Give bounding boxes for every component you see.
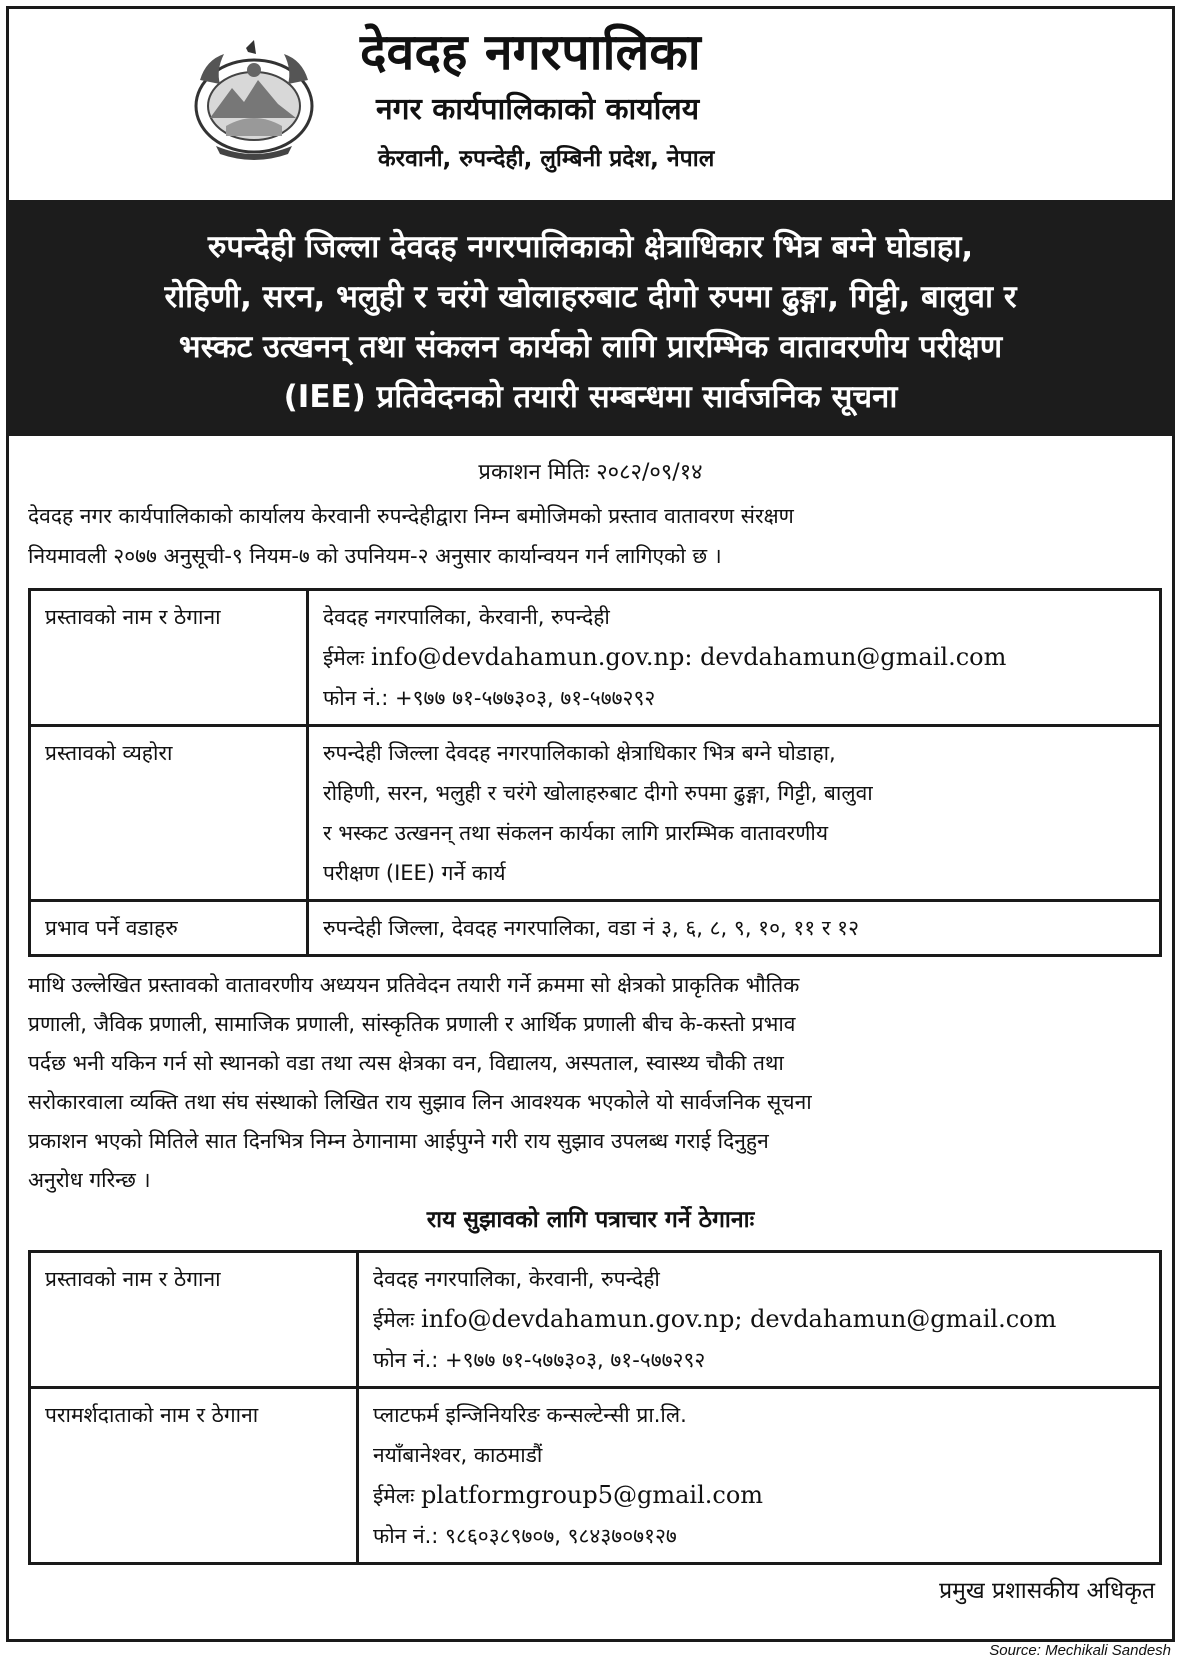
proponent-name: देवदह नगरपालिका, केरवानी, रुपन्देही xyxy=(323,605,610,629)
row-value xyxy=(308,590,1161,726)
row-label: प्रस्तावको व्यहोरा xyxy=(30,726,308,901)
para-line: पर्दछ भनी यकिन गर्न सो स्थानको वडा तथा त्यस क्षेत्रका वन, विद्यालय, अस्पताल, स्वास्थ्य चौकी तथा xyxy=(28,1051,784,1075)
table-row xyxy=(30,1252,1161,1388)
para-line: सरोकारवाला व्यक्ति तथा संघ संस्थाको लिखित राय सुझाव लिन आवश्यक भएकोले यो सार्वजनिक सूचना xyxy=(28,1090,812,1114)
email-line: ईमेलः info@devdahamun.gov.np; devdahamun@gmail.com xyxy=(373,1305,1057,1333)
banner-line: (IEE) प्रतिवेदनको तयारी सम्बन्धमा सार्वजनिक सूचना xyxy=(283,379,898,415)
row-label: प्रस्तावको नाम र ठेगाना xyxy=(30,1252,358,1388)
para-line: अनुरोध गरिन्छ । xyxy=(28,1168,151,1192)
request-paragraph xyxy=(28,966,1158,1200)
row-value xyxy=(358,1388,1161,1564)
row-value: देवदह नगरपालिका, केरवानी, रुपन्देही ईमेलः info@devdahamun.gov.np; devdahamun@gmail.com फोन नं.: +९७७ ७१-५७७३०३, ७१-५७७२९२ xyxy=(358,1252,1161,1388)
correspondence-heading: राय सुझावको लागि पत्राचार गर्ने ठेगानाः xyxy=(426,1207,755,1233)
notice-title-banner xyxy=(6,200,1175,436)
para-line: प्रणाली, जैविक प्रणाली, सामाजिक प्रणाली, सांस्कृतिक प्रणाली र आर्थिक प्रणाली बीच के-कस्तो प्रभाव xyxy=(28,1012,796,1036)
row-value: रुपन्देही जिल्ला, देवदह नगरपालिका, वडा नं ३, ६, ८, ९, १०, ११ र १२ xyxy=(308,901,1161,956)
email-line: ईमेलः platformgroup5@gmail.com xyxy=(373,1481,764,1509)
correspondence-table xyxy=(28,1250,1162,1565)
source-credit: Source: Mechikali Sandesh xyxy=(989,1642,1171,1659)
intro-line: नियमावली २०७७ अनुसूची-९ नियम-७ को उपनियम-२ अनुसार कार्यान्वयन गर्न लागिएको छ । xyxy=(28,544,722,568)
para-line: माथि उल्लेखित प्रस्तावको वातावरणीय अध्ययन प्रतिवेदन तयारी गर्ने क्रममा सो क्षेत्रको प्राकृतिक भौतिक xyxy=(28,973,800,997)
row-label: परामर्शदाताको नाम र ठेगाना xyxy=(30,1388,358,1564)
office-title: नगर कार्यपालिकाको कार्यालय xyxy=(376,92,700,127)
row-label: प्रस्तावको नाम र ठेगाना xyxy=(30,590,308,726)
phone-line: फोन नं.: +९७७ ७१-५७७३०३, ७१-५७७२९२ xyxy=(323,686,656,710)
consultant-name: प्लाटफर्म इन्जिनियरिङ कन्सल्टेन्सी प्रा.लि. xyxy=(373,1403,687,1427)
banner-line: रुपन्देही जिल्ला देवदह नगरपालिकाको क्षेत्राधिकार भित्र बग्ने घोडाहा, xyxy=(207,229,974,265)
phone-line: फोन नं.: ९८६०३८९७०७, ९८४३७०७१२७ xyxy=(373,1524,677,1548)
table-row xyxy=(30,726,1161,901)
banner-line: भस्कट उत्खनन् तथा संकलन कार्यको लागि प्रारम्भिक वातावरणीय परीक्षण xyxy=(178,329,1003,365)
email-address: info@devdahamun.gov.np; devdahamun@gmail.com xyxy=(421,1305,1057,1333)
email-address: platformgroup5@gmail.com xyxy=(421,1481,764,1509)
proposal-details-table xyxy=(28,588,1162,957)
email-address: info@devdahamun.gov.np: devdahamun@gmail.com xyxy=(371,643,1007,671)
banner-line: रोहिणी, सरन, भलुही र चरंगे खोलाहरुबाट दीगो रुपमा ढुङ्गा, गिट्टी, बालुवा र xyxy=(164,279,1017,315)
phone-line: फोन नं.: +९७७ ७१-५७७३०३, ७१-५७७२९२ xyxy=(373,1348,706,1372)
table-row xyxy=(30,1388,1161,1564)
signer-title: प्रमुख प्रशासकीय अधिकृत xyxy=(939,1578,1155,1604)
intro-line: देवदह नगर कार्यपालिकाको कार्यालय केरवानी रुपन्देहीद्वारा निम्न बमोजिमको प्रस्ताव वातावरण संरक्षण xyxy=(28,504,794,528)
para-line: प्रकाशन भएको मितिले सात दिनभित्र निम्न ठेगानामा आईपुग्ने गरी राय सुझाव उपलब्ध गराई दिनुहुन xyxy=(28,1129,769,1153)
table-row xyxy=(30,901,1161,956)
row-label: प्रभाव पर्ने वडाहरु xyxy=(30,901,308,956)
org-title: देवदह नगरपालिका xyxy=(360,23,701,81)
row-value: रुपन्देही जिल्ला देवदह नगरपालिकाको क्षेत्राधिकार भित्र बग्ने घोडाहा, रोहिणी, सरन, भलुही र चरंगे खोलाहरुबाट दीगो रुपमा ढुङ्गा, गिट्टी, बालुवा र भस्कट उत्खनन् तथा संकलन कार्यका लागि प्रारम्भिक वातावरणीय परीक्षण (IEE) गर्ने कार्य xyxy=(308,726,1161,901)
nepal-emblem-icon xyxy=(186,40,322,160)
publication-date: प्रकाशन मितिः २०८२/०९/१४ xyxy=(478,460,703,485)
intro-paragraph xyxy=(28,496,1158,576)
table-row xyxy=(30,590,1161,726)
consultant-address: नयाँबानेश्वर, काठमाडौं xyxy=(373,1443,543,1467)
office-address: केरवानी, रुपन्देही, लुम्बिनी प्रदेश, नेपाल xyxy=(378,146,715,172)
email-line: ईमेलः info@devdahamun.gov.np: devdahamun@gmail.com xyxy=(323,643,1007,671)
